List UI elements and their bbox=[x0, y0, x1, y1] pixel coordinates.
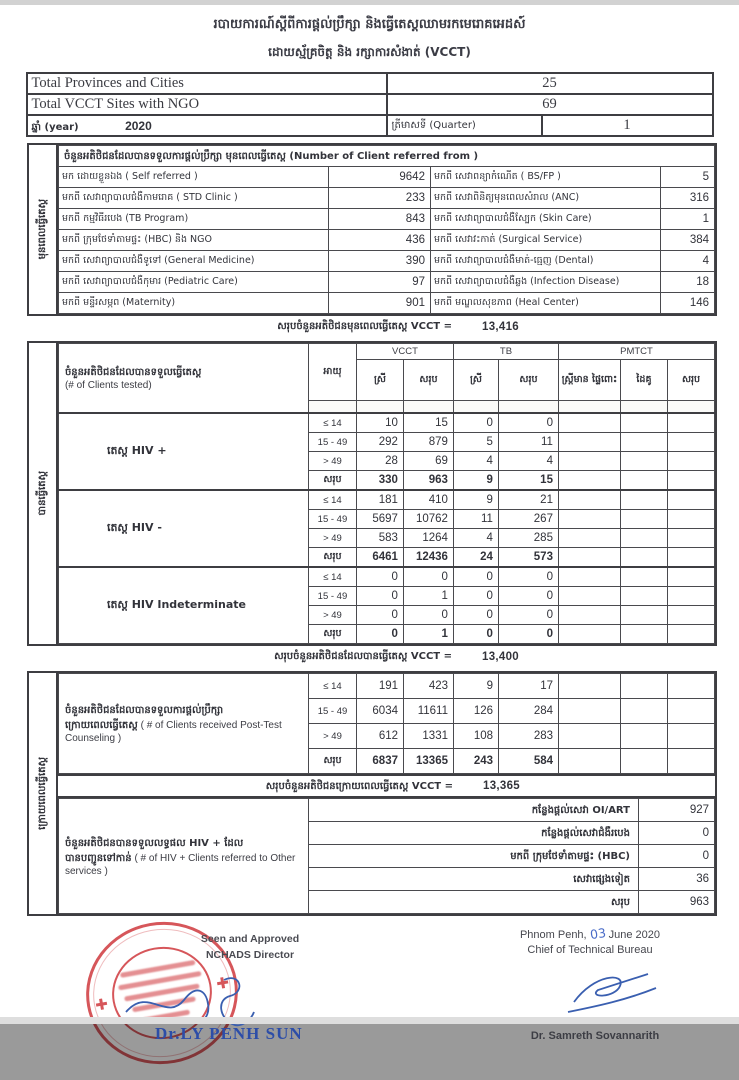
num-cell: 292 bbox=[356, 433, 403, 452]
empty-cell bbox=[668, 674, 715, 699]
num-cell: 108 bbox=[454, 724, 499, 749]
value-cell: 97 bbox=[328, 272, 430, 293]
age-cell: > 49 bbox=[308, 529, 356, 548]
age-cell: 15 - 49 bbox=[308, 433, 356, 452]
num-cell: 11611 bbox=[404, 699, 454, 724]
num-cell: 15 bbox=[403, 413, 453, 433]
empty-cell bbox=[620, 490, 667, 510]
age-cell: ≤ 14 bbox=[309, 674, 357, 699]
label-cell: មកពី សេវាព្យាបាលជំងឺកុមារ (Pediatric Care) bbox=[58, 272, 328, 293]
year-label: ឆ្នាំ (year) bbox=[31, 121, 79, 133]
age-cell: 15 - 49 bbox=[308, 510, 356, 529]
approved-line1: Seen and Approved bbox=[200, 933, 300, 945]
age-cell: ≤ 14 bbox=[308, 490, 356, 510]
num-cell: 1 bbox=[403, 587, 453, 606]
empty-cell bbox=[620, 433, 667, 452]
age-cell: > 49 bbox=[308, 452, 356, 471]
num-cell: 0 bbox=[639, 822, 715, 845]
summary-label: Total VCCT Sites with NGO bbox=[27, 94, 387, 115]
table-row bbox=[27, 94, 713, 115]
num-cell: 4 bbox=[453, 529, 498, 548]
empty-cell bbox=[667, 548, 714, 568]
num-cell: 0 bbox=[403, 567, 453, 587]
quarter-label: ត្រីមាសទី (Quarter) bbox=[387, 115, 542, 136]
empty-cell bbox=[667, 606, 714, 625]
chief-name: Dr. Samreth Sovannarith bbox=[530, 1030, 660, 1042]
label-cell: មកពី កម្មវិធីរបេង (TB Program) bbox=[58, 209, 328, 230]
empty-cell bbox=[667, 529, 714, 548]
num-cell: 285 bbox=[498, 529, 558, 548]
empty-cell bbox=[667, 433, 714, 452]
posttest-desc-en: ( # of Clients received Post-Test Counseling ) bbox=[65, 720, 282, 744]
value-cell: 146 bbox=[660, 293, 714, 314]
num-cell: 423 bbox=[404, 674, 454, 699]
num-cell: 6034 bbox=[357, 699, 404, 724]
num-cell: 0 bbox=[403, 606, 453, 625]
num-cell: 879 bbox=[403, 433, 453, 452]
empty-cell bbox=[621, 699, 668, 724]
label-cell: មក ដោយខ្លួនឯង ( Self referred ) bbox=[58, 167, 328, 188]
num-cell: 963 bbox=[403, 471, 453, 491]
group-name: តេស្ត HIV + bbox=[58, 413, 308, 490]
posttest-table bbox=[58, 673, 715, 774]
num-cell: 13365 bbox=[404, 749, 454, 774]
col-header-total: សរុប bbox=[667, 360, 714, 401]
age-cell: សរុប bbox=[309, 749, 357, 774]
num-cell: 573 bbox=[498, 548, 558, 568]
value-cell: 384 bbox=[660, 230, 714, 251]
num-cell: 191 bbox=[357, 674, 404, 699]
label-cell: មកពី ក្រុមថែទាំតាមផ្ទះ (HBC) និង NGO bbox=[58, 230, 328, 251]
empty-cell bbox=[620, 625, 667, 644]
table-row bbox=[58, 293, 714, 314]
empty-cell bbox=[668, 724, 715, 749]
num-cell: 69 bbox=[403, 452, 453, 471]
age-cell: សរុប bbox=[308, 548, 356, 568]
tested-table bbox=[58, 343, 715, 644]
tested-title-km: ចំនួនអតិថិជនដែលបានទទួលធ្វើតេស្ត bbox=[64, 367, 202, 378]
place-label: Phnom Penh, bbox=[519, 929, 587, 941]
num-cell: 0 bbox=[498, 587, 558, 606]
num-cell: 1264 bbox=[403, 529, 453, 548]
empty-cell bbox=[559, 674, 621, 699]
table-row bbox=[59, 674, 715, 699]
num-cell: 1 bbox=[403, 625, 453, 644]
num-cell: 1331 bbox=[404, 724, 454, 749]
report-title: របាយការណ៍ស្តីពីការផ្តល់ប្រឹក្សា និងធ្វើតេស្តឈាមរកមេរោគអេដស៍ bbox=[213, 17, 526, 32]
num-cell: 0 bbox=[356, 606, 403, 625]
summary-label: Total Provinces and Cities bbox=[27, 73, 387, 94]
num-cell: 284 bbox=[499, 699, 559, 724]
age-column-header: អាយុ bbox=[308, 344, 356, 401]
tested-side-label: បានធ្វើតេស្ត bbox=[36, 471, 48, 516]
empty-cell bbox=[667, 413, 714, 433]
summary-value: 69 bbox=[387, 94, 713, 115]
num-cell: 927 bbox=[639, 799, 715, 822]
col-header-total: សរុប bbox=[498, 360, 558, 401]
tested-title-en: (# of Clients tested) bbox=[64, 380, 152, 391]
value-cell: 1 bbox=[660, 209, 714, 230]
table-row bbox=[58, 272, 714, 293]
posttest-total-value: 13,365 bbox=[483, 780, 520, 792]
empty-cell bbox=[667, 587, 714, 606]
num-cell: 0 bbox=[498, 625, 558, 644]
num-cell: 24 bbox=[453, 548, 498, 568]
empty-cell bbox=[558, 587, 620, 606]
num-cell: 11 bbox=[453, 510, 498, 529]
empty-cell bbox=[559, 724, 621, 749]
value-cell: 18 bbox=[660, 272, 714, 293]
referral-desc-en: ( # of HIV + Clients referred to Other services ) bbox=[65, 852, 296, 877]
table-row bbox=[58, 567, 714, 587]
empty-cell bbox=[620, 606, 667, 625]
signature-area bbox=[0, 920, 739, 1080]
empty-cell bbox=[668, 749, 715, 774]
scan-edge-bottom bbox=[0, 1017, 739, 1024]
tested-total-value: 13,400 bbox=[482, 650, 519, 663]
num-cell: 10 bbox=[356, 413, 403, 433]
num-cell: 6461 bbox=[356, 548, 403, 568]
table-row bbox=[58, 230, 714, 251]
label-cell: មកពី សេវាព្យាបាលជំងឺឆ្លង (Infection Disease) bbox=[430, 272, 660, 293]
pretest-side-label: មុនពេលធ្វើតេស្ត bbox=[36, 199, 48, 260]
group-name: តេស្ត HIV - bbox=[58, 490, 308, 567]
table-header-row bbox=[58, 146, 714, 167]
handwritten-day: 03 bbox=[588, 924, 607, 943]
tested-title-cell bbox=[58, 344, 308, 414]
posttest-side-strip bbox=[29, 673, 58, 914]
table-row bbox=[59, 799, 715, 822]
num-cell: 10762 bbox=[403, 510, 453, 529]
age-cell: សរុប bbox=[308, 625, 356, 644]
summary-value: 25 bbox=[387, 73, 713, 94]
col-header-pregnant: ស្ត្រីមាន ផ្ទៃពោះ bbox=[558, 360, 620, 401]
tested-side-strip bbox=[29, 343, 58, 644]
empty-cell bbox=[620, 567, 667, 587]
approved-caption bbox=[150, 932, 350, 964]
empty-cell bbox=[558, 452, 620, 471]
value-cell: 843 bbox=[328, 209, 430, 230]
num-cell: 6837 bbox=[357, 749, 404, 774]
table-row bbox=[58, 188, 714, 209]
empty-cell bbox=[620, 413, 667, 433]
table-row bbox=[58, 413, 714, 433]
value-cell: 436 bbox=[328, 230, 430, 251]
empty-cell bbox=[667, 625, 714, 644]
empty-cell bbox=[667, 510, 714, 529]
num-cell: 0 bbox=[453, 625, 498, 644]
quarter-value: 1 bbox=[542, 115, 713, 136]
num-cell: 4 bbox=[453, 452, 498, 471]
num-cell: 612 bbox=[357, 724, 404, 749]
label-cell: មកពី មន្ទីរសម្ភព (Maternity) bbox=[58, 293, 328, 314]
table-row bbox=[27, 115, 713, 136]
num-cell: 21 bbox=[498, 490, 558, 510]
date-rest: June 2020 bbox=[608, 929, 661, 941]
age-cell: 15 - 49 bbox=[308, 587, 356, 606]
value-cell: 5 bbox=[660, 167, 714, 188]
table-row bbox=[58, 490, 714, 510]
num-cell: 0 bbox=[639, 845, 715, 868]
label-cell: មកពី សេវាព្យាបាលជំងឺមាត់-ធ្មេញ (Dental) bbox=[430, 251, 660, 272]
referral-label: កន្លែងផ្តល់សេវាជំងឺរបេង bbox=[309, 822, 639, 845]
pretest-total-value: 13,416 bbox=[482, 320, 519, 333]
empty-cell bbox=[620, 587, 667, 606]
empty-cell bbox=[621, 749, 668, 774]
posttest-desc-cell bbox=[59, 674, 309, 774]
empty-cell bbox=[621, 724, 668, 749]
num-cell: 0 bbox=[453, 587, 498, 606]
tested-section bbox=[27, 341, 717, 646]
value-cell: 901 bbox=[328, 293, 430, 314]
num-cell: 410 bbox=[403, 490, 453, 510]
num-cell: 9 bbox=[453, 471, 498, 491]
num-cell: 28 bbox=[356, 452, 403, 471]
num-cell: 963 bbox=[639, 891, 715, 914]
num-cell: 12436 bbox=[403, 548, 453, 568]
pmtct-group-header: PMTCT bbox=[558, 344, 714, 360]
empty-cell bbox=[559, 749, 621, 774]
num-cell: 243 bbox=[454, 749, 499, 774]
empty-cell bbox=[558, 471, 620, 491]
num-cell: 5 bbox=[453, 433, 498, 452]
num-cell: 583 bbox=[356, 529, 403, 548]
empty-cell bbox=[667, 567, 714, 587]
referral-desc-cell bbox=[59, 799, 309, 914]
summary-table bbox=[26, 72, 714, 137]
referred-from-table bbox=[58, 145, 715, 314]
num-cell: 267 bbox=[498, 510, 558, 529]
posttest-total-line bbox=[58, 774, 715, 798]
tested-total-label: សរុបចំនួនអតិថិជនដែលបានធ្វើតេស្ត VCCT = bbox=[274, 651, 452, 662]
bureau-title: Chief of Technical Bureau bbox=[527, 944, 653, 956]
vcct-group-header: VCCT bbox=[356, 344, 453, 360]
value-cell: 233 bbox=[328, 188, 430, 209]
referral-label: មកពី ក្រុមថែទាំតាមផ្ទះ (HBC) bbox=[309, 845, 639, 868]
num-cell: 0 bbox=[356, 587, 403, 606]
label-cell: មកពី សេវាព្យាបាលជំងឺស្បែក (Skin Care) bbox=[430, 209, 660, 230]
tested-total-line bbox=[27, 648, 713, 665]
col-header-female: ស្រី bbox=[356, 360, 403, 401]
age-cell: > 49 bbox=[308, 606, 356, 625]
referral-label: សរុប bbox=[309, 891, 639, 914]
num-cell: 330 bbox=[356, 471, 403, 491]
empty-cell bbox=[558, 606, 620, 625]
empty-cell bbox=[558, 548, 620, 568]
referral-desc-km2: បានបញ្ជូនទៅកាន់ bbox=[65, 852, 132, 864]
num-cell: 0 bbox=[498, 606, 558, 625]
empty-cell bbox=[558, 529, 620, 548]
value-cell: 316 bbox=[660, 188, 714, 209]
empty-cell bbox=[559, 699, 621, 724]
empty-cell bbox=[668, 699, 715, 724]
age-cell: សរុប bbox=[308, 471, 356, 491]
empty-cell bbox=[620, 452, 667, 471]
value-cell: 9642 bbox=[328, 167, 430, 188]
empty-cell bbox=[620, 529, 667, 548]
empty-cell bbox=[558, 433, 620, 452]
table-row bbox=[58, 209, 714, 230]
col-header-female: ស្រី bbox=[453, 360, 498, 401]
pretest-section bbox=[27, 143, 717, 316]
num-cell: 0 bbox=[356, 567, 403, 587]
empty-cell bbox=[558, 490, 620, 510]
empty-cell bbox=[620, 471, 667, 491]
age-cell: 15 - 49 bbox=[309, 699, 357, 724]
referral-label: កន្លែងផ្តល់សេវា OI/ART bbox=[309, 799, 639, 822]
table-header-row bbox=[58, 344, 714, 360]
director-name: Dr.LY PENH SUN bbox=[155, 1024, 303, 1043]
table-row bbox=[58, 251, 714, 272]
pretest-total-label: សរុបចំនួនអតិថិជនមុនពេលធ្វើតេស្ត VCCT = bbox=[277, 321, 452, 332]
empty-cell bbox=[558, 413, 620, 433]
num-cell: 0 bbox=[356, 625, 403, 644]
num-cell: 181 bbox=[356, 490, 403, 510]
label-cell: មកពី សេវាព្យាបាលជំងឺទូទៅ (General Medicine) bbox=[58, 251, 328, 272]
value-cell: 4 bbox=[660, 251, 714, 272]
table-row bbox=[27, 73, 713, 94]
num-cell: 584 bbox=[499, 749, 559, 774]
num-cell: 9 bbox=[454, 674, 499, 699]
label-cell: មកពី សេវាពន្យាកំណើត ( BS/FP ) bbox=[430, 167, 660, 188]
num-cell: 0 bbox=[453, 606, 498, 625]
num-cell: 0 bbox=[498, 567, 558, 587]
label-cell: មកពី សេវាព្យាបាលជំងឺកាមរោគ ( STD Clinic ) bbox=[58, 188, 328, 209]
num-cell: 0 bbox=[498, 413, 558, 433]
empty-cell bbox=[620, 548, 667, 568]
label-cell: មកពី សេវាពិនិត្យមុនពេលសំរាល (ANC) bbox=[430, 188, 660, 209]
num-cell: 126 bbox=[454, 699, 499, 724]
value-cell: 390 bbox=[328, 251, 430, 272]
empty-cell bbox=[558, 625, 620, 644]
referred-header: ចំនួនអតិថិជនដែលបានទទួលការផ្តល់ប្រឹក្សា មុនពេលធ្វើតេស្ត (Number of Client referred from ) bbox=[58, 146, 714, 167]
chief-signature-icon bbox=[560, 968, 670, 1020]
empty-cell bbox=[558, 567, 620, 587]
tb-group-header: TB bbox=[453, 344, 558, 360]
empty-cell bbox=[667, 452, 714, 471]
num-cell: 283 bbox=[499, 724, 559, 749]
posttest-side-label: ក្រោយពេលធ្វើតេស្ត bbox=[37, 757, 48, 830]
col-header-total: សរុប bbox=[403, 360, 453, 401]
num-cell: 36 bbox=[639, 868, 715, 891]
scan-edge-top bbox=[0, 0, 739, 5]
age-cell: > 49 bbox=[309, 724, 357, 749]
posttest-total-label: សរុបចំនួនអតិថិជនក្រោយពេលធ្វើតេស្ត VCCT = bbox=[265, 780, 453, 792]
referral-label: សេវាផ្សេងទៀត bbox=[309, 868, 639, 891]
num-cell: 5697 bbox=[356, 510, 403, 529]
posttest-desc-km2: ក្រោយពេលធ្វើតេស្ត bbox=[65, 720, 138, 731]
pretest-total-line bbox=[27, 318, 713, 335]
empty-cell bbox=[621, 674, 668, 699]
posttest-desc-km1: ចំនួនអតិថិជនដែលបានទទួលការផ្តល់ប្រឹក្សា bbox=[65, 705, 224, 716]
empty-cell bbox=[620, 510, 667, 529]
posttest-section bbox=[27, 671, 717, 916]
empty-cell bbox=[667, 471, 714, 491]
year-cell bbox=[27, 115, 387, 136]
empty-cell bbox=[558, 510, 620, 529]
label-cell: មកពី មណ្ឌលសុខភាព (Heal Center) bbox=[430, 293, 660, 314]
pretest-side-strip bbox=[29, 145, 58, 314]
num-cell: 0 bbox=[453, 567, 498, 587]
col-header-partner: ដៃគូ bbox=[620, 360, 667, 401]
report-subtitle: ដោយស្ម័គ្រចិត្ត និង រក្សាការសំងាត់ (VCCT) bbox=[268, 45, 471, 59]
num-cell: 9 bbox=[453, 490, 498, 510]
date-line bbox=[470, 926, 710, 941]
num-cell: 0 bbox=[453, 413, 498, 433]
referral-table bbox=[58, 798, 715, 914]
approved-line2: NCHADS Director bbox=[205, 948, 295, 961]
num-cell: 11 bbox=[498, 433, 558, 452]
table-row bbox=[58, 167, 714, 188]
year-value: 2020 bbox=[125, 118, 152, 133]
num-cell: 4 bbox=[498, 452, 558, 471]
group-name: តេស្ត HIV Indeterminate bbox=[58, 567, 308, 644]
num-cell: 17 bbox=[499, 674, 559, 699]
age-cell: ≤ 14 bbox=[308, 413, 356, 433]
num-cell: 15 bbox=[498, 471, 558, 491]
referral-desc-km1: ចំនួនអតិថិជនបានទទួលលទ្ធផល HIV + ដែល bbox=[65, 837, 244, 849]
label-cell: មកពី សេវាវះកាត់ (Surgical Service) bbox=[430, 230, 660, 251]
age-cell: ≤ 14 bbox=[308, 567, 356, 587]
empty-cell bbox=[667, 490, 714, 510]
